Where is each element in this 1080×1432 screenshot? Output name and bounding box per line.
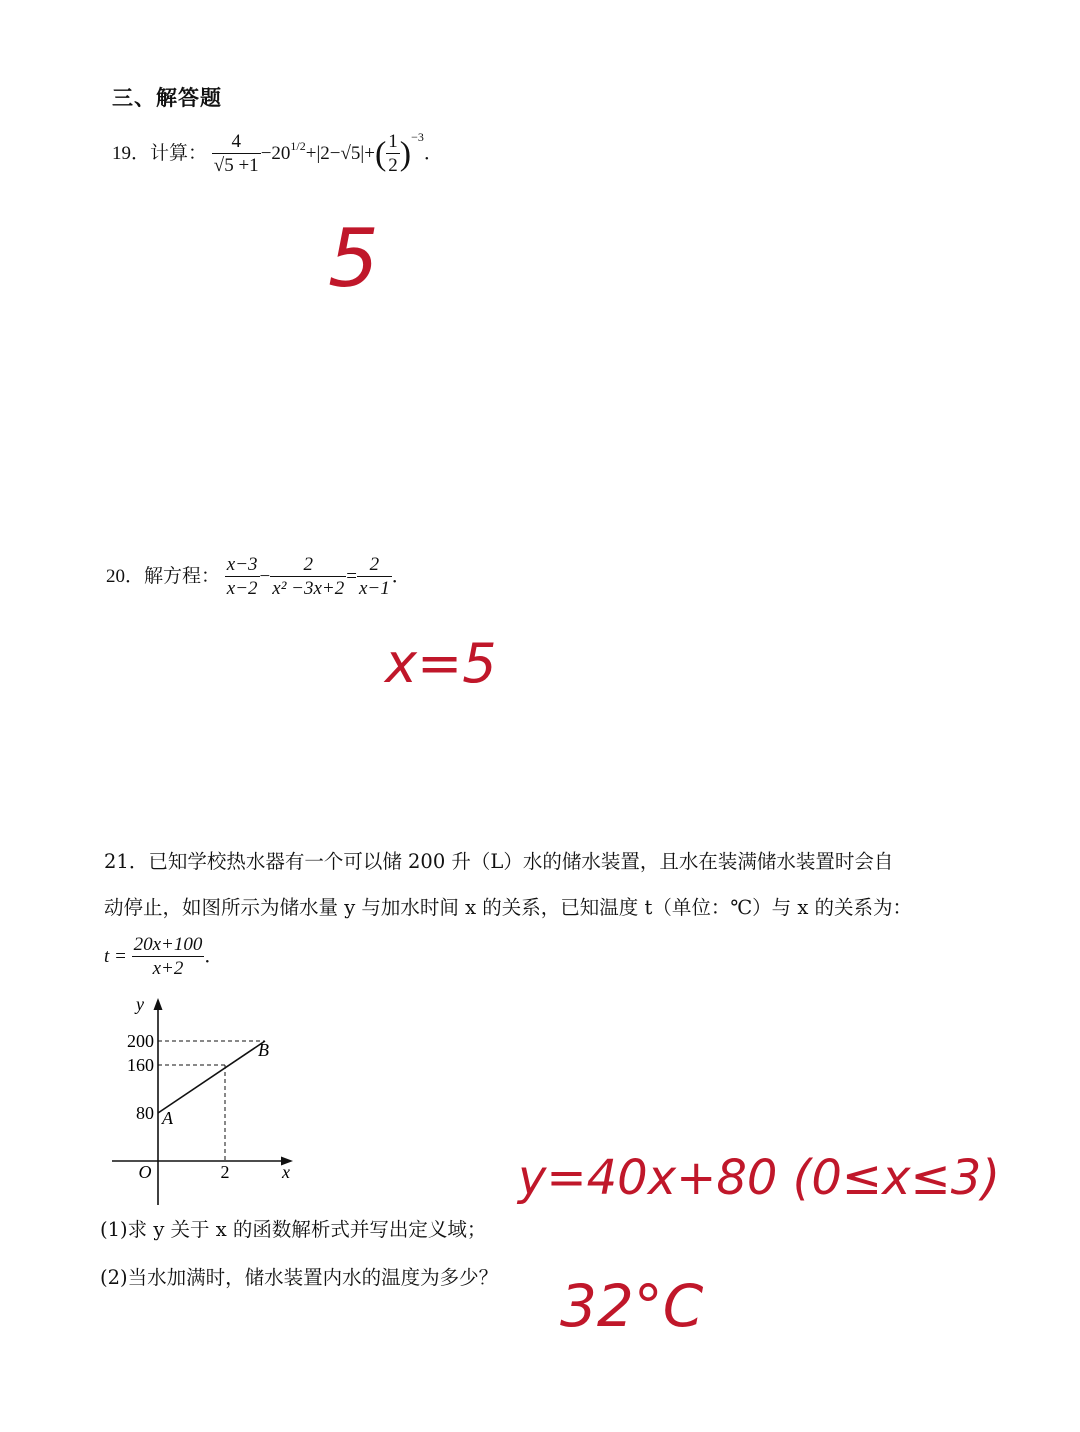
temperature-formula bbox=[104, 934, 223, 981]
handwritten-answer-20: x=5 bbox=[385, 632, 497, 695]
y-axis-arrow-icon bbox=[154, 998, 163, 1010]
fraction-denominator: 2 bbox=[388, 155, 398, 177]
fraction bbox=[225, 554, 260, 601]
question-21-line-1: 21．已知学校热水器有一个可以储 200 升（L）水的储水装置，且水在装满储水装置时会自 bbox=[104, 850, 894, 873]
fraction-numerator: x−3 bbox=[226, 554, 258, 575]
punctuation: ． bbox=[423, 143, 443, 164]
fraction bbox=[386, 131, 400, 178]
point-a-label: A bbox=[162, 1108, 173, 1128]
fraction-denominator: √5 +1 bbox=[213, 155, 259, 177]
point-b-label: B bbox=[258, 1040, 269, 1060]
water-volume-graph bbox=[100, 990, 310, 1210]
fraction-numerator: 20x+100 bbox=[133, 934, 203, 955]
section-title: 三、解答题 bbox=[112, 85, 222, 110]
exponent: 1/2 bbox=[290, 139, 306, 153]
fraction bbox=[212, 131, 261, 178]
origin-label: O bbox=[138, 1162, 152, 1182]
handwritten-answer-19: 5 bbox=[328, 212, 379, 305]
term: +|2−√5|+ bbox=[305, 143, 375, 164]
question-number: 19． bbox=[112, 143, 151, 164]
sub-question-1: (1)求 y 关于 x 的函数解析式并写出定义域； bbox=[100, 1218, 487, 1241]
fraction-denominator: x−1 bbox=[358, 578, 390, 599]
exponent: −3 bbox=[411, 130, 424, 144]
question-20 bbox=[106, 554, 411, 601]
question-prompt: 计算： bbox=[150, 143, 208, 164]
operator: = bbox=[346, 565, 357, 587]
fraction-denominator: x² −3x+2 bbox=[272, 578, 345, 599]
handwritten-answer-21-1: y=40x+80 (0≤x≤3) bbox=[518, 1150, 1001, 1206]
question-19: 19．计算： $\frac{4}{√5 +1}$ $-20^{1/2}+|2-√5|+$( $\frac{1}{2}$ )$^{-3}$． bbox=[112, 130, 443, 177]
fraction-numerator: 4 bbox=[212, 131, 261, 154]
x-axis-label: x bbox=[282, 1162, 290, 1182]
punctuation: ． bbox=[204, 945, 224, 967]
x-tick-2: 2 bbox=[220, 1162, 230, 1182]
fraction-numerator: 2 bbox=[270, 554, 346, 577]
fraction bbox=[132, 934, 205, 981]
sub-question-2: (2)当水加满时，储水装置内水的温度为多少？ bbox=[100, 1266, 499, 1289]
term: −20 bbox=[260, 143, 291, 164]
fraction-denominator: x−2 bbox=[226, 578, 258, 599]
y-tick-160: 160 bbox=[127, 1055, 154, 1075]
fraction bbox=[270, 554, 346, 601]
operator: − bbox=[259, 565, 271, 587]
y-tick-200: 200 bbox=[127, 1031, 154, 1051]
fraction bbox=[357, 554, 392, 601]
formula-lhs: t = bbox=[104, 945, 127, 967]
fraction-denominator: x+2 bbox=[152, 958, 184, 979]
punctuation: ． bbox=[391, 565, 411, 587]
question-prompt: 解方程： bbox=[144, 565, 221, 587]
question-number: 20． bbox=[106, 565, 145, 587]
segment-ab bbox=[158, 1041, 265, 1113]
y-tick-80: 80 bbox=[136, 1103, 154, 1123]
y-axis-label: y bbox=[136, 994, 144, 1014]
handwritten-answer-21-2: 32°C bbox=[560, 1272, 704, 1340]
fraction-numerator: 1 bbox=[388, 131, 398, 153]
fraction-numerator: 2 bbox=[357, 554, 392, 577]
question-21-line-2: 动停止，如图所示为储水量 y 与加水时间 x 的关系，已知温度 t（单位：℃）与 x 的关系为： bbox=[104, 896, 913, 919]
